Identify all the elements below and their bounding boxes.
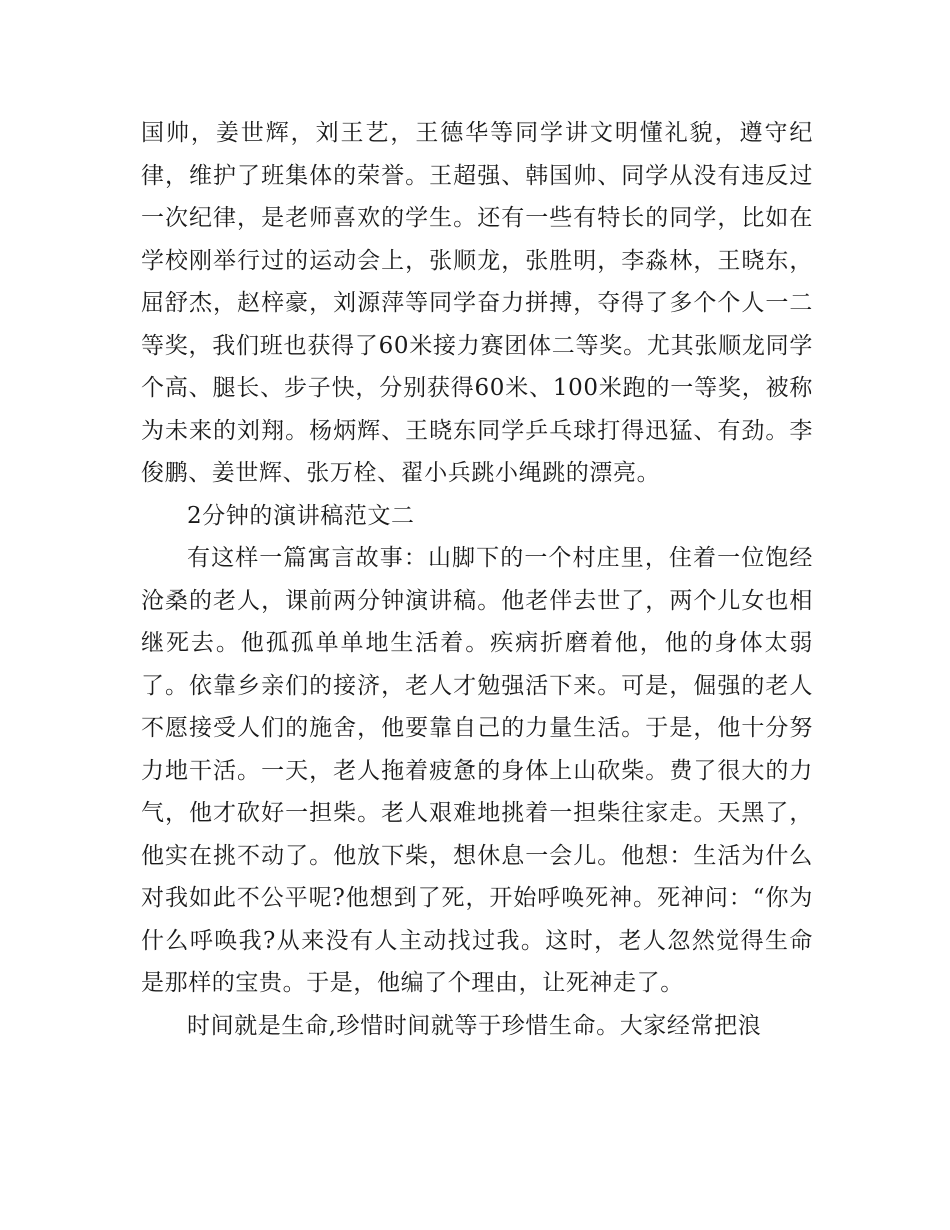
paragraph-1: 国帅，姜世辉，刘王艺，王德华等同学讲文明懂礼貌，遵守纪律，维护了班集体的荣誉。王超强、韩国帅、同学从没有违反过一次纪律，是老师喜欢的学生。还有一些有特长的同学，比如在学校刚举行过的运动会上，张顺龙，张胜明，李淼林，王晓东，屈舒杰，赵梓豪，刘源萍等同学奋力拼搏，夺得了多个个人一二等奖，我们班也获得了60米接力赛团体二等奖。尤其张顺龙同学个高、腿长、步子快，分别获得60米、100米跑的一等奖，被称为未来的刘翔。杨炳辉、王晓东同学乒乓球打得迅猛、有劲。李俊鹏、姜世辉、张万栓、翟小兵跳小绳跳的漂亮。 [141,120,813,486]
document-body [141,112,813,1047]
paragraph-3: 时间就是生命,珍惜时间就等于珍惜生命。大家经常把浪 [187,1012,762,1039]
paragraph-2: 有这样一篇寓言故事：山脚下的一个村庄里，住着一位饱经沧桑的老人，课前两分钟演讲稿。他老伴去世了，两个儿女也相继死去。他孤孤单单地生活着。疾病折磨着他，他的身体太弱了。依靠乡亲们的接济，老人才勉强活下来。可是，倔强的老人不愿接受人们的施舍，他要靠自己的力量生活。于是，他十分努力地干活。一天，老人拖着疲惫的身体上山砍柴。费了很大的力气，他才砍好一担柴。老人艰难地挑着一担柴往家走。天黑了，他实在挑不动了。他放下柴，想休息一会儿。他想：生活为什么对我如此不公平呢?他想到了死，开始呼唤死神。死神问：“你为什么呼唤我?从来没有人主动找过我。这时，老人忽然觉得生命是那样的宝贵。于是，他编了个理由，让死神走了。 [141,545,813,996]
section-heading: 2分钟的演讲稿范文二 [187,502,415,529]
